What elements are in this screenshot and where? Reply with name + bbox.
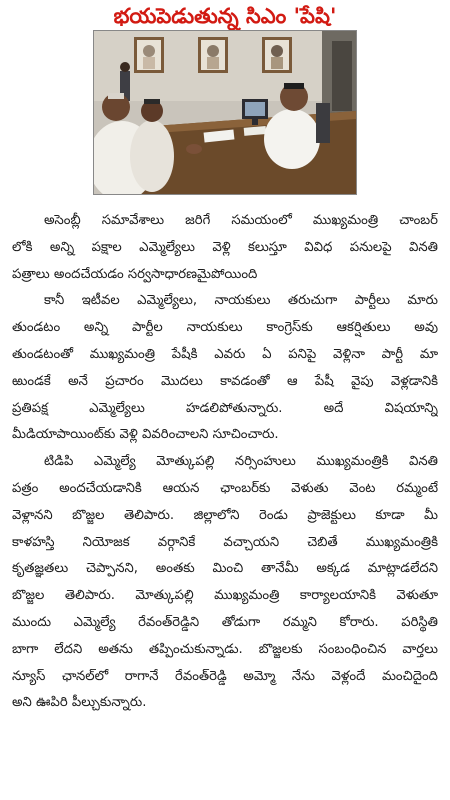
news-photo <box>93 30 357 195</box>
photo-illustration <box>94 31 356 194</box>
wall-portrait <box>198 37 228 73</box>
article-body <box>12 208 438 717</box>
wall-portrait <box>134 37 164 73</box>
article-line: వెళ్లానని బొజ్జల తెలిపారు. జిల్లాలోని రెండు ప్రాజెక్టులు కూడా మీ <box>12 507 438 523</box>
article-line: లోకి అన్ని పక్షాల ఎమ్మెల్యేలు వెళ్లి కలుస్తూ వివిధ పనులపై వినతి <box>12 239 438 255</box>
article-line: టిడిపి ఎమ్మెల్యే మోత్కుపల్లి నర్సింహులు ముఖ్యమంత్రికి వినతి <box>44 454 438 470</box>
article-line: ముందు ఎమ్మెల్యే రేవంత్‌రెడ్డిని తోడుగా రమ్మని కోరారు. పరిస్థితి <box>12 614 438 630</box>
article-line: అని ఊపిరి పీల్చుకున్నారు. <box>12 695 147 711</box>
article-line: కృతజ్ఞతలు చెప్పానని, అంతకు మించి తానేమీ అక్కడ మాట్లాడలేదని <box>12 561 438 577</box>
article-line: మీడియాపాయింట్‌కు వెళ్లి వివరించాలని సూచించారు. <box>12 427 279 443</box>
article-paragraph <box>12 208 438 288</box>
article-line: కానీ ఇటీవల ఎమ్మెల్యేలు, నాయకులు తరుచుగా పార్టీలు మారు <box>44 293 438 309</box>
article-line: అసెంబ్లీ సమావేశాలు జరిగే సమయంలో ముఖ్యమంత్రి చాంబర్ <box>44 213 438 228</box>
headline: భయపెడుతున్న సిఎం 'పేషి' <box>113 4 337 28</box>
article-line: తుండటంతో ముఖ్యమంత్రి పేషీకి ఎవరు ఏ పనిపై వెళ్లినా పార్టీ మా <box>12 346 438 362</box>
article-paragraph <box>12 449 438 717</box>
article-line: బొజ్జల తెలిపారు. మోత్కుపల్లి ముఖ్యమంత్రి కార్యాలయానికి వెళుతూ <box>12 588 438 604</box>
article-line: పత్రాలు అందచేయడం సర్వసాధారణమైపోయింది <box>12 266 258 282</box>
article-line: న్యూస్ ఛానల్‌లో రాగానే రేవంత్‌రెడ్డి అమ్మో నేను వెళ్లందే మంచిదైంది <box>12 668 438 684</box>
article-line: తుండటం అన్ని పార్టీల నాయకులు కాంగ్రెస్‌కు ఆకర్షితులు అవు <box>12 320 438 336</box>
article-paragraph <box>12 288 438 449</box>
article-line: బాగా లేదని అతను తప్పించుకున్నాడు. బొజ్జలకు సంబంధించిన వార్తలు <box>12 641 438 657</box>
wall-portrait <box>262 37 292 73</box>
article-line: ప్రతిపక్ష ఎమ్మెల్యేలు హడలిపోతున్నారు. అదే విషయాన్ని <box>12 400 438 416</box>
article-line: పత్రం అందచేయడానికి ఆయన ఛాంబర్‌కు వెళుతు వెంట రమ్మంటే <box>12 480 438 496</box>
article-line: కాళహస్తి నియోజక వర్గానికే వచ్చాయని చెబితే ముఖ్యమంత్రికి <box>12 534 438 550</box>
article-line: ఱుండకే అనే ప్రచారం మొదలు కావడంతో ఆ పేషీ వైపు వెళ్లడానికి <box>12 373 438 389</box>
